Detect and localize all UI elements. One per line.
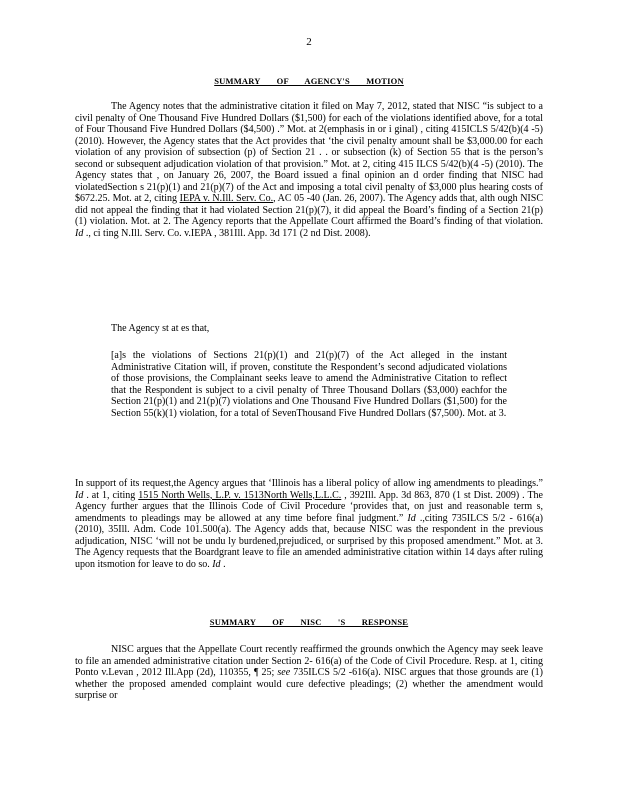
paragraph-agency-states: The Agency st at es that,	[111, 323, 210, 334]
id-citation: Id	[407, 512, 416, 524]
paragraph-in-support: In support of its request,the Agency argues that ‘Illinois has a liberal policy of allow ing amendments to pleadings.” Id . at 1, citing 1515 North Wells, L.P. v. 1513North Wells,L.L.C. , 392Ill. App. 3d 863, 870 (1 st Dist. 2009) . The Agency further argues that the Illinois Code of Civil Procedure ‘provides that, on just and reasonable term s, amendments to pleadings may be allowed at any time before final judgment.” Id .,citing 735ILCS 5/2 - 616(a) (2010), 35Ill. Adm. Code 101.500(a). The Agency adds that, because NISC was the respondent in the previous adjudication, NISC ‘will not be undu ly burdened,prejudiced, or surprised by this proposed amendment.” Mot. at 3. The Agency requests that the Boardgrant leave to file an amended administrative citation within 14 days after ruling upon itsmotion for leave to do so. Id .	[75, 478, 543, 570]
id-citation: Id	[75, 228, 84, 240]
id-citation: Id	[75, 489, 84, 501]
block-quote: [a]s the violations of Sections 21(p)(1) and 21(p)(7) of the Act alleged in the instant Administrative Citation will, if proven, constitute the Respondent’s second adjudicated violations of those provisions, the Complainant seeks leave to amend the Administrative Citation to reflect that the Respondent is subject to a civil penalty of Three Thousand Dollars ($3,000) eachfor the Section 21(p)(1) and 21(p)(7) violations and One Thousand Five Hundred Dollars ($1,500) for the Section 55(k)(1) violation, for a total of SevenThousand Five Hundred Dollars ($7,500). Mot. at 3.	[111, 350, 507, 419]
heading-agency-motion	[0, 76, 618, 87]
heading-nisc-response-text: SUMMARY OF NISC 'S RESPONSE	[209, 617, 409, 627]
case-citation: 1515 North Wells, L.P. v. 1513North Wells,L.L.C.	[138, 489, 342, 501]
page-number: 2	[306, 36, 312, 48]
paragraph-agency-notes: The Agency notes that the administrative citation it filed on May 7, 2012, stated that NISC “is subject to a civil penalty of One Thousand Five Hundred Dollars ($1,500) for each of the violations identified above, for a total of Four Thousand Five Hundred Dollars ($4,500) .” Mot. at 2(emphasis in or i ginal) , citing 415ICLS 5/42(b)(4 -5) (2010). However, the Agency states that the Act provides that ‘the civil penalty amount shall be $3,000.00 for each violation of any provision of subsection (p) of Section 21 . . or subsection (k) of Section 55 that is the person’s second or subsequent adjudication violation of that provision.” Mot. at 2, citing 415 ILCS 5/42(b)(4 -5) (2010). The Agency states that , on January 26, 2007, the Board issued a final opinion an d order finding that NISC had violatedSection s 21(p)(1) and 21(p)(7) of the Act and imposing a total civil penalty of $3,000 plus hearing costs of $672.25. Mot. at 2, citing IEPA v. N.Ill. Serv. Co., AC 05 -40 (Jan. 26, 2007). The Agency adds that, alth ough NISC did not appeal the finding that it had violated Section 21(p)(7), it did appeal the Board’s finding of a Section 21(p)(1) violation. Mot. at 2. The Agency reports that the Appellate Court affirmed the Board’s finding of that violation. Id ., ci ting N.Ill. Serv. Co. v.IEPA , 381Ill. App. 3d 171 (2 nd Dist. 2008).	[75, 101, 543, 240]
heading-nisc-response	[0, 617, 618, 628]
id-citation: Id	[212, 558, 221, 570]
see-signal: see	[277, 667, 291, 679]
case-citation: IEPA v. N.Ill. Serv. Co.	[179, 193, 274, 205]
heading-agency-motion-text: SUMMARY OF AGENCY'S MOTION	[214, 76, 404, 86]
paragraph-nisc-argues: NISC argues that the Appellate Court recently reaffirmed the grounds onwhich the Agency may seek leave to file an amended administrative citation under Section 2- 616(a) of the Code of Civil Procedure. Resp. at 1, citing Ponto v.Levan , 2012 Ill.App (2d), 110355, ¶ 25; see 735ILCS 5/2 -616(a). NISC argues that those grounds are (1) whether the proposed amended complaint would cure defective pleadings; (2) whether the amendment would surprise or	[75, 644, 543, 702]
